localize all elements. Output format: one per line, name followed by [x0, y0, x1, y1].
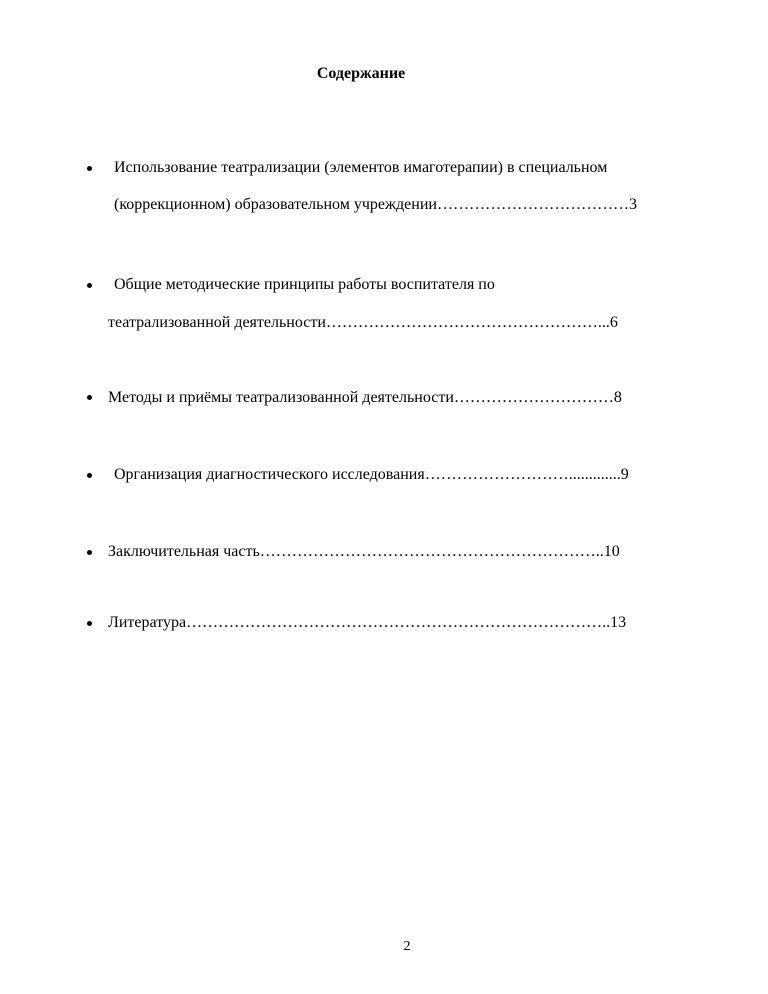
toc-item-1-line-2: (коррекционном) образовательном учреждении………………………………3 [114, 196, 637, 213]
bullet-icon [87, 395, 95, 403]
bullet-icon [87, 550, 95, 558]
bullet-icon [87, 283, 95, 291]
toc-item-1-line-1: Использование театрализации (элементов имаготерапии) в специальном [114, 159, 608, 176]
bullet-icon [87, 473, 95, 481]
bullet-icon [87, 621, 95, 629]
toc-item-2-line-1: Общие методические принципы работы воспитателя по [114, 276, 495, 293]
toc-item-2-line-2: театрализованной деятельности……………………………………………...6 [108, 314, 618, 331]
toc-item-4-line-1: Организация диагностического исследования……………………….............9 [114, 466, 629, 483]
toc-item-5-line-1: Заключительная часть………………………………………………………..10 [108, 543, 620, 560]
toc-item-3-line-1: Методы и приёмы театрализованной деятельности…………………………8 [108, 389, 622, 406]
toc-item-6-line-1: Литература……………………………………………………………………..13 [108, 614, 627, 631]
page-number: 2 [403, 939, 411, 954]
toc-title: Содержание [316, 65, 406, 82]
bullet-icon [87, 166, 95, 174]
